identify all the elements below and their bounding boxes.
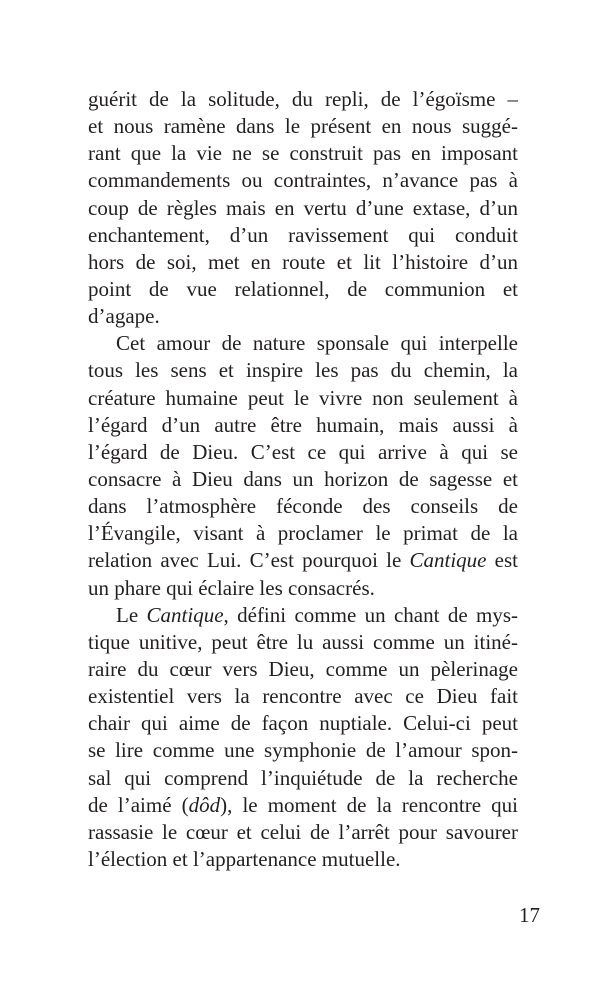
text-line: créature humaine peut le vivre non seulement à xyxy=(88,385,518,410)
text-line: sal qui comprend l’inquiétude de la recherche xyxy=(88,765,518,790)
text-segment: de l’aimé ( xyxy=(88,792,189,817)
text-line: raire du cœur vers Dieu, comme un pèlerinage xyxy=(88,656,518,681)
text-line: rassasie le cœur et celui de l’arrêt pour savourer xyxy=(88,819,518,844)
text-segment: est xyxy=(486,548,519,573)
text-segment: Le xyxy=(116,602,147,627)
text-line: l’Évangile, visant à proclamer le primat de la xyxy=(88,521,518,546)
text-line: guérit de la solitude, du repli, de l’égoïsme – xyxy=(88,87,518,111)
text-segment: , défini comme un chant de mys- xyxy=(223,602,518,627)
text-line: d’agape. xyxy=(88,304,160,329)
text-line xyxy=(88,792,518,819)
text-line: existentiel vers la rencontre avec ce Dieu fait xyxy=(88,684,518,709)
paragraph xyxy=(88,86,518,330)
italic-term: dôd xyxy=(188,792,221,817)
text-line: rant que la vie ne se construit pas en imposant xyxy=(88,141,518,166)
text-line xyxy=(88,602,518,629)
text-line: point de vue relationnel, de communion et xyxy=(88,276,518,301)
italic-term: Cantique xyxy=(146,602,224,627)
italic-term: Cantique xyxy=(409,548,487,573)
text-line: et nous ramène dans le présent en nous suggé- xyxy=(88,114,518,139)
text-line xyxy=(88,547,518,574)
text-segment: relation avec Lui. C’est pourquoi le xyxy=(88,548,410,573)
text-line: l’égard de Dieu. C’est ce qui arrive à qui se xyxy=(88,439,518,464)
text-line: l’élection et l’appartenance mutuelle. xyxy=(88,846,401,871)
paragraph xyxy=(88,602,518,873)
text-line: se lire comme une symphonie de l’amour spon- xyxy=(88,738,518,763)
text-line: tique unitive, peut être lu aussi comme un itiné- xyxy=(88,629,518,654)
text-line: commandements ou contraintes, n’avance pas à xyxy=(88,168,518,193)
text-segment: ), le moment de la rencontre qui xyxy=(220,792,518,817)
page-number: 17 xyxy=(519,903,540,927)
text-line: l’égard d’un autre être humain, mais aussi à xyxy=(88,412,518,437)
text-line: un phare qui éclaire les consacrés. xyxy=(88,575,375,600)
text-line: enchantement, d’un ravissement qui conduit xyxy=(88,222,518,247)
text-line: tous les sens et inspire les pas du chemin, la xyxy=(88,358,518,383)
text-line: chair qui aime de façon nuptiale. Celui-ci peut xyxy=(88,711,518,736)
text-line: coup de règles mais en vertu d’une extase, d’un xyxy=(88,195,518,220)
text-line: dans l’atmosphère féconde des conseils de xyxy=(88,494,518,519)
text-line: hors de soi, met en route et lit l’histoire d’un xyxy=(88,249,518,274)
paragraph xyxy=(88,330,518,601)
text-line: Cet amour de nature sponsale qui interpelle xyxy=(116,331,518,356)
body-text xyxy=(88,86,518,873)
text-line: consacre à Dieu dans un horizon de sagesse et xyxy=(88,466,518,491)
